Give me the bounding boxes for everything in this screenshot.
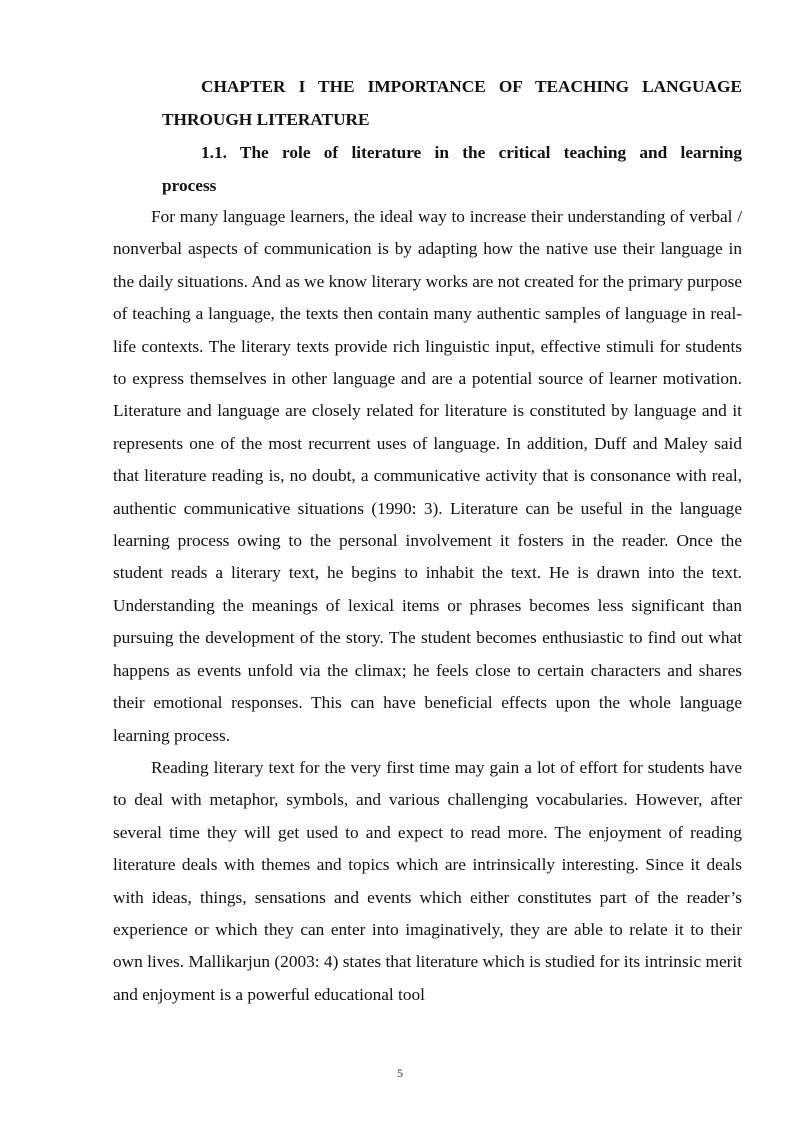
chapter-heading-line-1: CHAPTER I THE IMPORTANCE OF TEACHING LANGUAGE bbox=[201, 77, 742, 96]
chapter-heading-line-2: THROUGH LITERATURE bbox=[162, 109, 370, 129]
page-number: 5 bbox=[397, 1066, 403, 1080]
section-heading bbox=[113, 137, 742, 202]
chapter-heading bbox=[113, 71, 742, 136]
body-text bbox=[113, 201, 742, 1011]
section-heading-line-2: process bbox=[162, 175, 217, 195]
section-heading-line-1: 1.1. The role of literature in the critical teaching and learning bbox=[201, 143, 742, 162]
paragraph: Reading literary text for the very first time may gain a lot of effort for students have to deal with metaphor, symbols, and various challenging vocabularies. However, after several time they will get used to and expect to read more. The enjoyment of reading literature deals with themes and topics which are intrinsically interesting. Since it deals with ideas, things, sensations and events which either constitutes part of the reader’s experience or which they can enter into imaginatively, they are able to relate it to their own lives. Mallikarjun (2003: 4) states that literature which is studied for its intrinsic merit and enjoyment is a powerful educational tool bbox=[113, 757, 742, 1004]
paragraph: For many language learners, the ideal way to increase their understanding of verbal / nonverbal aspects of communication is by adapting how the native use their language in the daily situations. And as we know literary works are not created for the primary purpose of teaching a language, the texts then contain many authentic samples of language in real-life contexts. The literary texts provide rich linguistic input, effective stimuli for students to express themselves in other language and are a potential source of learner motivation. Literature and language are closely related for literature is constituted by language and it represents one of the most recurrent uses of language. In addition, Duff and Maley said that literature reading is, no doubt, a communicative activity that is consonance with real, authentic communicative situations (1990: 3). Literature can be useful in the language learning process owing to the personal involvement it fosters in the reader. Once the student reads a literary text, he begins to inhabit the text. He is drawn into the text. Understanding the meanings of lexical items or phrases becomes less significant than pursuing the development of the story. The student becomes enthusiastic to find out what happens as events unfold via the climax; he feels close to certain characters and shares their emotional responses. This can have beneficial effects upon the whole language learning process. bbox=[113, 207, 742, 745]
